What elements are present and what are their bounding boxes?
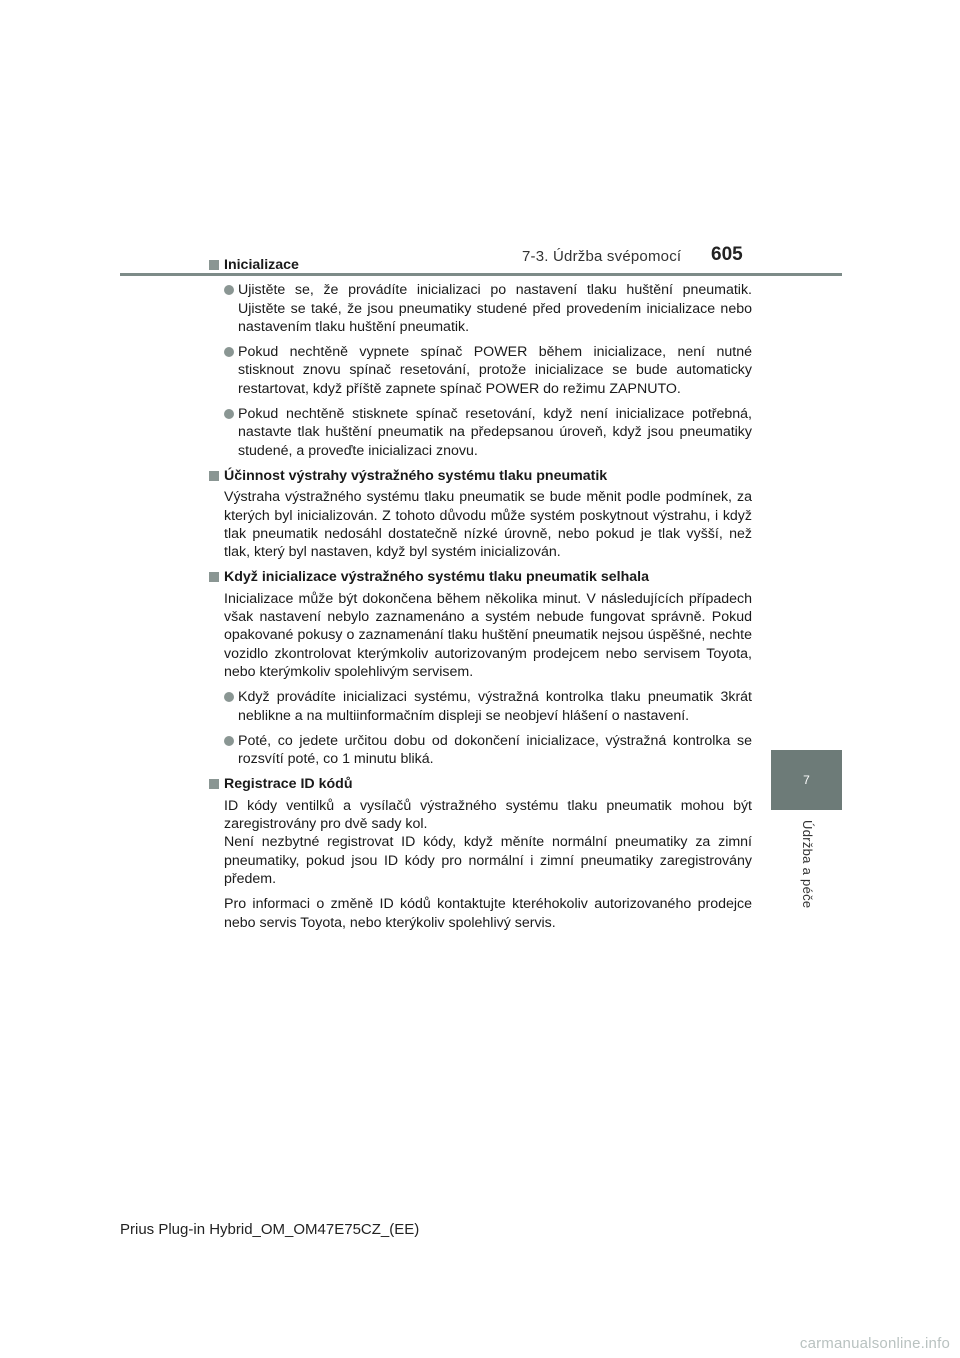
list-item xyxy=(209,343,752,398)
list-item-text: Ujistěte se, že provádíte inicializaci po nastavení tlaku huštění pneumatik. Ujistěte se také, že jsou pneumatiky studené před provedením inicializace nebo nastavením tlaku huštění pneumatik. xyxy=(238,282,752,335)
paragraph: Není nezbytné registrovat ID kódy, když měníte normální pneumatiky za zimní pneumatiky, pokud jsou ID kódy pro normální i zimní pneumatiky zaregistrovány předem. xyxy=(224,834,752,887)
chapter-number: 7 xyxy=(803,773,810,787)
heading-text: Účinnost výstrahy výstražného systému tlaku pneumatik xyxy=(224,467,608,484)
list-item xyxy=(209,405,752,460)
list-item xyxy=(209,688,752,725)
circle-bullet-icon xyxy=(224,409,234,419)
paragraph: Inicializace může být dokončena během několika minut. V následujících případech však nastavení nebylo zaznamenáno a systém nebude fungovat správně. Pokud opakované pokusy o zaznamenání tlaku huštění pneumatik nejsou úspěšné, nechte vozidlo zkontrolovat kterýmkoliv autorizovaným prodejcem nebo servisem Toyota, nebo kterýmkoliv spolehlivým servisem. xyxy=(224,590,752,680)
square-bullet-icon xyxy=(209,471,219,481)
section-title: 7-3. Údržba svépomocí xyxy=(522,248,682,265)
list-item xyxy=(209,732,752,769)
circle-bullet-icon xyxy=(224,347,234,357)
circle-bullet-icon xyxy=(224,736,234,746)
section-heading xyxy=(209,256,752,274)
paragraph: ID kódy ventilků a vysílačů výstražného systému tlaku pneumatik mohou být zaregistrovány pro dvě sady kol. xyxy=(224,797,752,833)
paragraph: Pro informaci o změně ID kódů kontaktujte kteréhokoliv autorizovaného prodejce nebo servis Toyota, nebo kterýkoliv spolehlivý servis. xyxy=(224,896,752,931)
list-item-text: Když provádíte inicializaci systému, výstražná kontrolka tlaku pneumatik 3krát neblikne a na multiinformačním displeji se neobjeví hlášení o nastavení. xyxy=(238,689,752,724)
watermark: carmanualsonline.info xyxy=(799,1335,950,1352)
list-item-text: Poté, co jedete určitou dobu od dokončení inicializace, výstražná kontrolka se rozsvítí poté, co 1 minutu bliká. xyxy=(238,732,752,768)
page-content xyxy=(209,256,752,932)
square-bullet-icon xyxy=(209,779,219,789)
section-heading xyxy=(209,467,752,485)
chapter-tab xyxy=(771,750,842,810)
document-footer: Prius Plug-in Hybrid_OM_OM47E75CZ_(EE) xyxy=(120,1221,420,1238)
list-item xyxy=(209,281,752,336)
paragraph: Výstraha výstražného systému tlaku pneumatik se bude měnit podle podmínek, za kterých byl inicializován. Z tohoto důvodu může systém poskytnout výstrahu, i když tlak pneumatik nedosáhl dostatečně nízké úrovně, nebo pokud je tlak vyšší, než tlak, který byl nastaven, když byl systém inicializován. xyxy=(224,489,752,561)
square-bullet-icon xyxy=(209,260,219,270)
circle-bullet-icon xyxy=(224,285,234,295)
heading-text: Inicializace xyxy=(224,257,299,273)
section-heading xyxy=(209,568,752,586)
heading-text: Když inicializace výstražného systému tlaku pneumatik selhala xyxy=(224,569,650,586)
page-number: 605 xyxy=(711,244,743,265)
heading-text: Registrace ID kódů xyxy=(224,776,353,793)
square-bullet-icon xyxy=(209,572,219,582)
list-item-text: Pokud nechtěně stisknete spínač resetování, když není inicializace potřebná, nastavte tlak huštění pneumatik na předepsanou úroveň, když jsou pneumatiky studené, a proveďte inicializaci znovu. xyxy=(238,406,752,459)
circle-bullet-icon xyxy=(224,692,234,702)
section-heading xyxy=(209,775,752,793)
chapter-label: Údržba a péče xyxy=(800,820,815,909)
list-item-text: Pokud nechtěně vypnete spínač POWER během inicializace, není nutné stisknout znovu spínač resetování, protože inicializace se bude automaticky restartovat, když příště zapnete spínač POWER do režimu ZAPNUTO. xyxy=(238,344,752,397)
